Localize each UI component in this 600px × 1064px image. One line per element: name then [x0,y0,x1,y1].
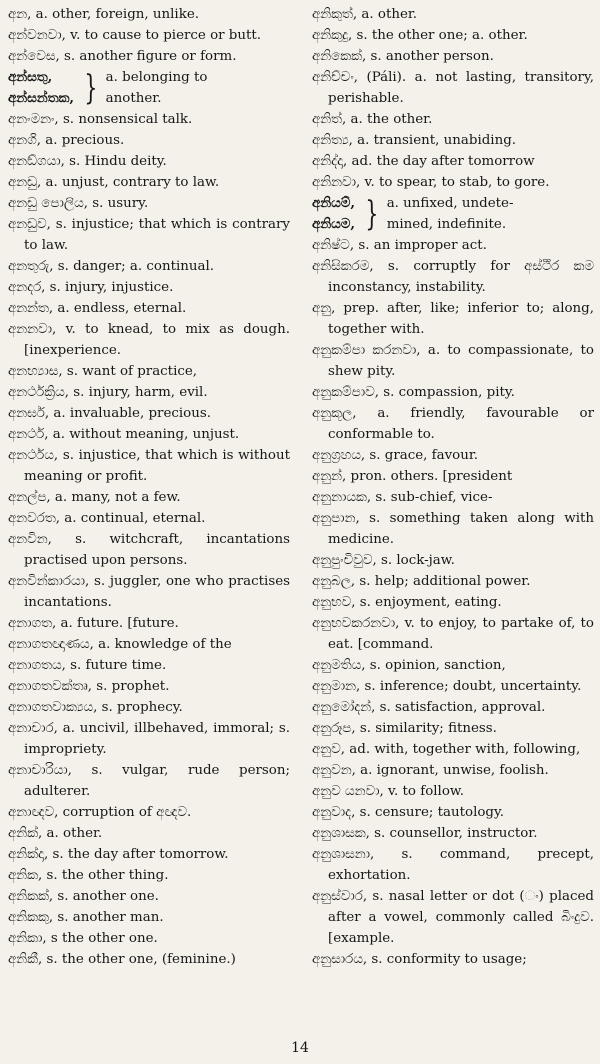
dictionary-entry: අනතුරු, s. danger; a. continual. [8,259,215,274]
dictionary-entry: අනඩු, a. unjust, contrary to law. [8,175,220,190]
dictionary-entry: අනුශාසනා, s. command, precept, exhortation. [312,847,594,883]
dictionary-entry: අනදර, s. injury, injustice. [8,280,174,295]
dictionary-entry: අනන්ත, a. endless, eternal. [8,301,187,316]
dictionary-entry: අනංමනං, s. nonsensical talk. [8,112,193,127]
dictionary-entry: අනිකා, s the other one. [8,931,158,946]
dictionary-entry: අනඞ්ගයා, s. Hindu deity. [8,154,167,169]
dictionary-entry: අනල්ප, a. many, not a few. [8,490,181,505]
dictionary-entry: අනික, s. the other thing. [8,868,169,883]
brace-glyph: } [365,194,379,234]
dictionary-entry: අන්වනවා, v. to cause to pierce or butt. [8,28,262,43]
dictionary-entry: අනුකූල, a. friendly, favourable or conformable to. [312,406,594,442]
dictionary-entry: අනිකුත්, a. other. [312,7,418,22]
headword: අනියම, [312,216,356,232]
dictionary-entry: අනාචාරියා, s. vulgar, rude person; adulterer. [8,763,290,799]
dictionary-entry: අනාගතඥාණය, a. knowledge of the [8,637,232,652]
dictionary-entry: අනාචාර, a. uncivil, illbehaved, immoral; s. impropriety. [8,721,290,757]
dictionary-entry: අනනවා, v. to knead, to mix as dough. [inexperience. [8,322,290,358]
dictionary-entry: අනුවන, a. ignorant, unwise, foolish. [312,763,549,778]
headword: අන්සතු, [8,69,53,85]
definition: a. belonging to [105,70,208,85]
dictionary-entry: අනර්ඝ, a. invaluable, precious. [8,406,211,421]
dictionary-entry: අනුබල, s. help; additional power. [312,574,531,589]
dictionary-entry: අනුපුංචිවුව, s. lock-jaw. [312,553,455,568]
dictionary-entry: අනිත්, a. the other. [312,112,433,127]
dictionary-entry: අනුව යනවා, v. to follow. [312,784,465,799]
dictionary-entry: අනිකක්, s. another one. [8,889,159,904]
dictionary-entry: අනුග්‍රහය, s. grace, favour. [312,448,479,463]
dictionary-entry: අනර්ථය, s. injustice, that which is without meaning or profit. [8,448,290,484]
headword: අන්සන්තක, [8,90,75,106]
dictionary-entry: අනිත්‍ය, a. transient, unabiding. [312,133,517,148]
dictionary-entry: අනුවාද, s. censure; tautology. [312,805,505,820]
dictionary-entry: අන්වෙස, s. another figure or form. [8,49,237,64]
dictionary-entry: අනුස්වාර, s. nasal letter or dot (ං) placed after a vowel, commonly called බිංදුව. [example. [312,889,594,946]
dictionary-entry: අනඩුව, s. injustice; that which is contrary to law. [8,217,290,253]
dictionary-entry: අනුනායක, s. sub-chief, vice- [312,490,493,505]
dictionary-entry: අනිකුදු, s. the other one; a. other. [312,28,528,43]
dictionary-entry: අනුශාසක, s. counsellor, instructor. [312,826,538,841]
dictionary-entry: අනර්ථ, a. without meaning, unjust. [8,427,240,442]
dictionary-entry: අනගි, a. precious. [8,133,125,148]
dictionary-entry: අනිකකු, s. another man. [8,910,164,925]
definition: a. unfixed, undete- [386,196,514,211]
dictionary-entry: අනුව, ad. with, together with, following, [312,742,581,757]
definition: mined, indefinite. [386,217,507,232]
dictionary-entry: අනුමෝදන්, s. satisfaction, approval. [312,700,546,715]
dictionary-entry: අනුපාන, s. something taken along with medicine. [312,511,594,547]
dictionary-entry: අනවරත, a. continual, eternal. [8,511,206,526]
dictionary-entry: අනුමාන, s. inference; doubt, uncertainty. [312,679,582,694]
dictionary-entry: අනාගතවක්තෘ, s. prophet. [8,679,170,694]
page-number: 14 [291,1040,309,1056]
dictionary-entry: අනිනවා, v. to spear, to stab, to gore. [312,175,550,190]
dictionary-entry: අනුරූප, s. similarity; fitness. [312,721,497,736]
dictionary-entry-pair [312,193,594,235]
definition: another. [105,91,162,106]
dictionary-entry: අනවින, s. witchcraft, incantations practised upon persons. [8,532,290,568]
dictionary-entry: අනාගතය, s. future time. [8,658,167,673]
right-column [312,4,594,970]
dictionary-entry: අනභ්‍යාස, s. want of practice, [8,364,198,379]
dictionary-entry: අනික්දා, s. the day after tomorrow. [8,847,229,862]
dictionary-entry: අනු, prep. after, like; inferior to; along, together with. [312,301,594,337]
dictionary-entry: අනාගත, a. future. [future. [8,616,179,631]
dictionary-entry: අනුකම්පා කරනවා, a. to compassionate, to shew pity. [312,343,594,379]
dictionary-entry: අනික්, a. other. [8,826,103,841]
dictionary-entry: අනිච්චං, (Páli). a. not lasting, transitory, perishable. [312,70,594,106]
dictionary-entry: අනිකෙක්, s. another person. [312,49,494,64]
dictionary-entry: අනිසිකරම, s. corruptly for අස්ථිර කම inconstancy, instability. [312,259,594,295]
dictionary-entry: අනුභවකරනවා, v. to enjoy, to partake of, to eat. [command. [312,616,594,652]
dictionary-entry: අනිකී, s. the other one, (feminine.) [8,952,236,967]
dictionary-entry: අනවින්කාරයා, s. juggler, one who practises incantations. [8,574,290,610]
dictionary-entry: අනුසාරය, s. conformity to usage; [312,952,527,967]
dictionary-entry: අනුන්, pron. others. [president [312,469,513,484]
dictionary-entry: අනඩු පොලිය, s. usury. [8,196,149,211]
dictionary-entry-pair [8,67,290,109]
dictionary-entry: අනර්ථක්‍රිය, s. injury, harm, evil. [8,385,208,400]
dictionary-entry: අනිද්දා, ad. the day after tomorrow [312,154,535,169]
brace-glyph: } [84,68,98,108]
dictionary-entry: අනාගතවාක්‍යය, s. prophecy. [8,700,183,715]
dictionary-entry: අනිෂ්ට, s. an improper act. [312,238,487,253]
left-column [8,4,290,970]
headword: අනියම්, [312,195,356,211]
dictionary-entry: අනුකම්පාව, s. compassion, pity. [312,385,515,400]
dictionary-entry: අනුමතිය, s. opinion, sanction, [312,658,506,673]
dictionary-entry: අනාඥව, corruption of අඥව. [8,805,192,820]
dictionary-entry: අනුභව, s. enjoyment, eating. [312,595,502,610]
dictionary-entry: අන, a. other, foreign, unlike. [8,7,200,22]
